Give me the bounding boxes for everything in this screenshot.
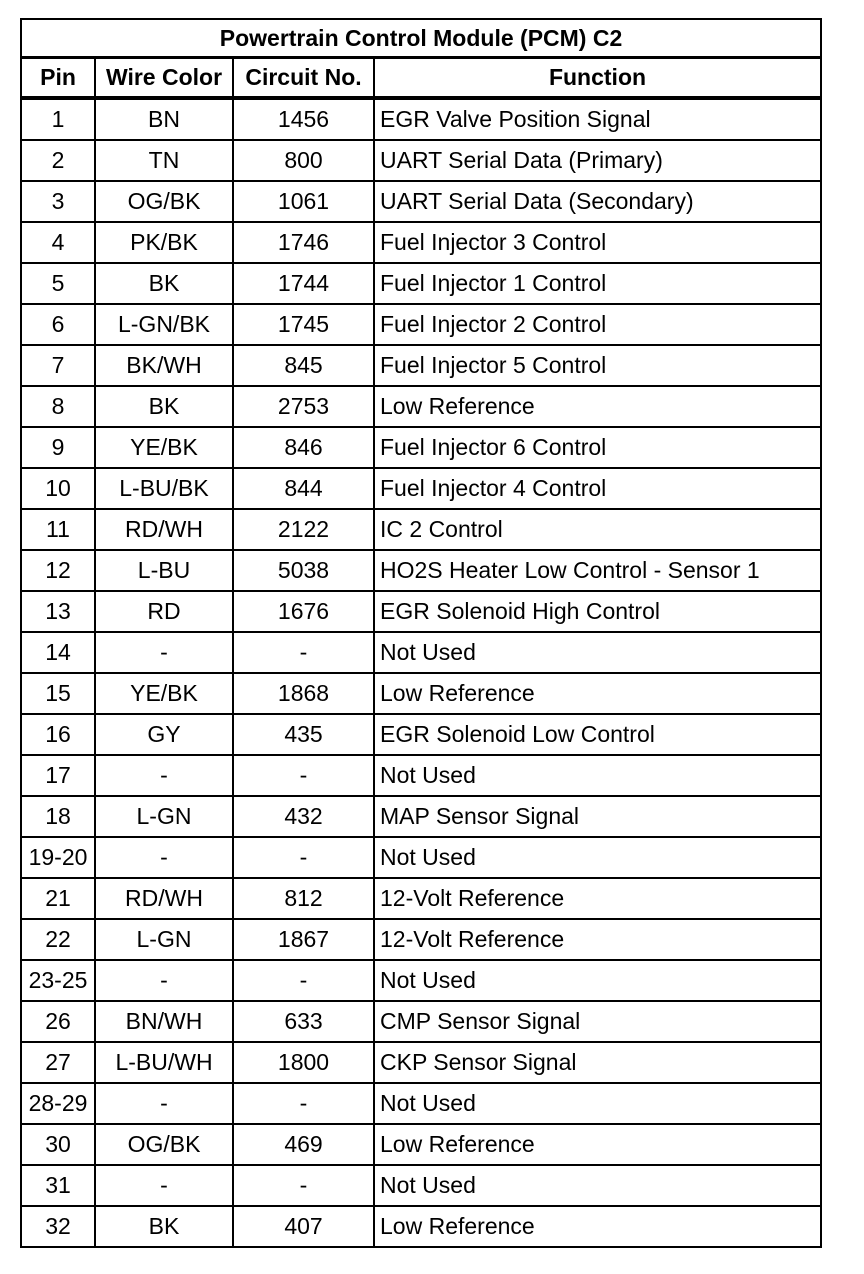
- column-header-row: [21, 58, 821, 99]
- circuit-number-cell: 2122: [233, 509, 374, 550]
- wire-color-cell: -: [95, 837, 233, 878]
- circuit-number-cell: 469: [233, 1124, 374, 1165]
- pin-cell: 12: [21, 550, 95, 591]
- function-cell: IC 2 Control: [374, 509, 821, 550]
- pin-cell: 23-25: [21, 960, 95, 1001]
- wire-color-cell: L-GN: [95, 796, 233, 837]
- pin-cell: 21: [21, 878, 95, 919]
- wire-color-cell: -: [95, 960, 233, 1001]
- circuit-number-cell: 407: [233, 1206, 374, 1247]
- circuit-number-cell: 1456: [233, 98, 374, 140]
- function-cell: UART Serial Data (Secondary): [374, 181, 821, 222]
- pin-cell: 26: [21, 1001, 95, 1042]
- function-cell: Fuel Injector 4 Control: [374, 468, 821, 509]
- pin-cell: 30: [21, 1124, 95, 1165]
- table-row: [21, 263, 821, 304]
- pin-column-header: Pin: [21, 58, 95, 99]
- table-row: [21, 550, 821, 591]
- wire-color-cell: L-BU: [95, 550, 233, 591]
- circuit-number-cell: 432: [233, 796, 374, 837]
- table-row: [21, 222, 821, 263]
- pin-cell: 1: [21, 98, 95, 140]
- pin-cell: 10: [21, 468, 95, 509]
- circuit-number-cell: -: [233, 837, 374, 878]
- function-cell: MAP Sensor Signal: [374, 796, 821, 837]
- pin-cell: 27: [21, 1042, 95, 1083]
- table-row: [21, 837, 821, 878]
- function-cell: UART Serial Data (Primary): [374, 140, 821, 181]
- wire-color-cell: BK: [95, 386, 233, 427]
- table-row: [21, 632, 821, 673]
- wire-color-cell: TN: [95, 140, 233, 181]
- table-row: [21, 427, 821, 468]
- circuit-number-cell: 800: [233, 140, 374, 181]
- circuit-number-cell: 812: [233, 878, 374, 919]
- pin-cell: 19-20: [21, 837, 95, 878]
- circuit-number-cell: 1676: [233, 591, 374, 632]
- wire-color-cell: OG/BK: [95, 1124, 233, 1165]
- table-row: [21, 98, 821, 140]
- table-row: [21, 714, 821, 755]
- circuit-number-cell: 1868: [233, 673, 374, 714]
- function-cell: Fuel Injector 3 Control: [374, 222, 821, 263]
- pin-cell: 5: [21, 263, 95, 304]
- function-cell: Low Reference: [374, 386, 821, 427]
- function-column-header: Function: [374, 58, 821, 99]
- table-row: [21, 1001, 821, 1042]
- table-title-row: [21, 19, 821, 58]
- circuit-number-cell: 844: [233, 468, 374, 509]
- circuit-number-column-header: Circuit No.: [233, 58, 374, 99]
- table-row: [21, 181, 821, 222]
- pin-cell: 4: [21, 222, 95, 263]
- function-cell: Low Reference: [374, 673, 821, 714]
- circuit-number-cell: -: [233, 1083, 374, 1124]
- pin-cell: 15: [21, 673, 95, 714]
- circuit-number-cell: -: [233, 960, 374, 1001]
- function-cell: EGR Solenoid High Control: [374, 591, 821, 632]
- function-cell: CKP Sensor Signal: [374, 1042, 821, 1083]
- table-title: Powertrain Control Module (PCM) C2: [21, 19, 821, 58]
- circuit-number-cell: 846: [233, 427, 374, 468]
- circuit-number-cell: 5038: [233, 550, 374, 591]
- function-cell: HO2S Heater Low Control - Sensor 1: [374, 550, 821, 591]
- pin-cell: 18: [21, 796, 95, 837]
- table-row: [21, 673, 821, 714]
- wire-color-cell: GY: [95, 714, 233, 755]
- circuit-number-cell: -: [233, 632, 374, 673]
- circuit-number-cell: 1867: [233, 919, 374, 960]
- function-cell: EGR Valve Position Signal: [374, 98, 821, 140]
- wire-color-cell: L-BU/WH: [95, 1042, 233, 1083]
- pin-cell: 17: [21, 755, 95, 796]
- circuit-number-cell: 1746: [233, 222, 374, 263]
- circuit-number-cell: 1800: [233, 1042, 374, 1083]
- circuit-number-cell: 1745: [233, 304, 374, 345]
- pin-cell: 6: [21, 304, 95, 345]
- pin-cell: 3: [21, 181, 95, 222]
- function-cell: Fuel Injector 2 Control: [374, 304, 821, 345]
- table-row: [21, 1206, 821, 1247]
- wire-color-cell: BN: [95, 98, 233, 140]
- pin-cell: 22: [21, 919, 95, 960]
- table-row: [21, 468, 821, 509]
- table-row: [21, 386, 821, 427]
- wire-color-cell: YE/BK: [95, 427, 233, 468]
- function-cell: Fuel Injector 5 Control: [374, 345, 821, 386]
- wire-color-cell: -: [95, 1083, 233, 1124]
- pin-cell: 11: [21, 509, 95, 550]
- function-cell: Fuel Injector 1 Control: [374, 263, 821, 304]
- circuit-number-cell: 1744: [233, 263, 374, 304]
- table-row: [21, 345, 821, 386]
- wire-color-cell: -: [95, 632, 233, 673]
- table-body: [21, 98, 821, 1247]
- circuit-number-cell: 1061: [233, 181, 374, 222]
- pcm-c2-pin-table: [20, 18, 822, 1248]
- table-row: [21, 878, 821, 919]
- pin-cell: 16: [21, 714, 95, 755]
- wire-color-cell: L-GN/BK: [95, 304, 233, 345]
- wire-color-cell: RD: [95, 591, 233, 632]
- circuit-number-cell: 435: [233, 714, 374, 755]
- table-row: [21, 1165, 821, 1206]
- wire-color-column-header: Wire Color: [95, 58, 233, 99]
- pin-cell: 32: [21, 1206, 95, 1247]
- wire-color-cell: BN/WH: [95, 1001, 233, 1042]
- wire-color-cell: BK/WH: [95, 345, 233, 386]
- pin-cell: 28-29: [21, 1083, 95, 1124]
- pin-cell: 8: [21, 386, 95, 427]
- table-row: [21, 960, 821, 1001]
- wire-color-cell: BK: [95, 263, 233, 304]
- table-row: [21, 509, 821, 550]
- pin-cell: 7: [21, 345, 95, 386]
- table-row: [21, 140, 821, 181]
- function-cell: Not Used: [374, 632, 821, 673]
- pin-cell: 9: [21, 427, 95, 468]
- pin-cell: 2: [21, 140, 95, 181]
- wire-color-cell: L-GN: [95, 919, 233, 960]
- pin-cell: 31: [21, 1165, 95, 1206]
- wire-color-cell: L-BU/BK: [95, 468, 233, 509]
- function-cell: CMP Sensor Signal: [374, 1001, 821, 1042]
- table-row: [21, 591, 821, 632]
- function-cell: Low Reference: [374, 1124, 821, 1165]
- function-cell: Not Used: [374, 837, 821, 878]
- pin-cell: 13: [21, 591, 95, 632]
- function-cell: Not Used: [374, 1165, 821, 1206]
- function-cell: 12-Volt Reference: [374, 878, 821, 919]
- wire-color-cell: -: [95, 755, 233, 796]
- circuit-number-cell: 633: [233, 1001, 374, 1042]
- table-row: [21, 796, 821, 837]
- wire-color-cell: YE/BK: [95, 673, 233, 714]
- wire-color-cell: RD/WH: [95, 509, 233, 550]
- table-row: [21, 304, 821, 345]
- table-row: [21, 755, 821, 796]
- circuit-number-cell: -: [233, 1165, 374, 1206]
- function-cell: 12-Volt Reference: [374, 919, 821, 960]
- function-cell: Not Used: [374, 755, 821, 796]
- function-cell: Not Used: [374, 1083, 821, 1124]
- wire-color-cell: PK/BK: [95, 222, 233, 263]
- wire-color-cell: -: [95, 1165, 233, 1206]
- circuit-number-cell: -: [233, 755, 374, 796]
- table-row: [21, 1083, 821, 1124]
- function-cell: Low Reference: [374, 1206, 821, 1247]
- pin-cell: 14: [21, 632, 95, 673]
- function-cell: Fuel Injector 6 Control: [374, 427, 821, 468]
- wire-color-cell: RD/WH: [95, 878, 233, 919]
- table-row: [21, 919, 821, 960]
- function-cell: Not Used: [374, 960, 821, 1001]
- table-row: [21, 1042, 821, 1083]
- function-cell: EGR Solenoid Low Control: [374, 714, 821, 755]
- table-row: [21, 1124, 821, 1165]
- circuit-number-cell: 845: [233, 345, 374, 386]
- wire-color-cell: BK: [95, 1206, 233, 1247]
- wire-color-cell: OG/BK: [95, 181, 233, 222]
- circuit-number-cell: 2753: [233, 386, 374, 427]
